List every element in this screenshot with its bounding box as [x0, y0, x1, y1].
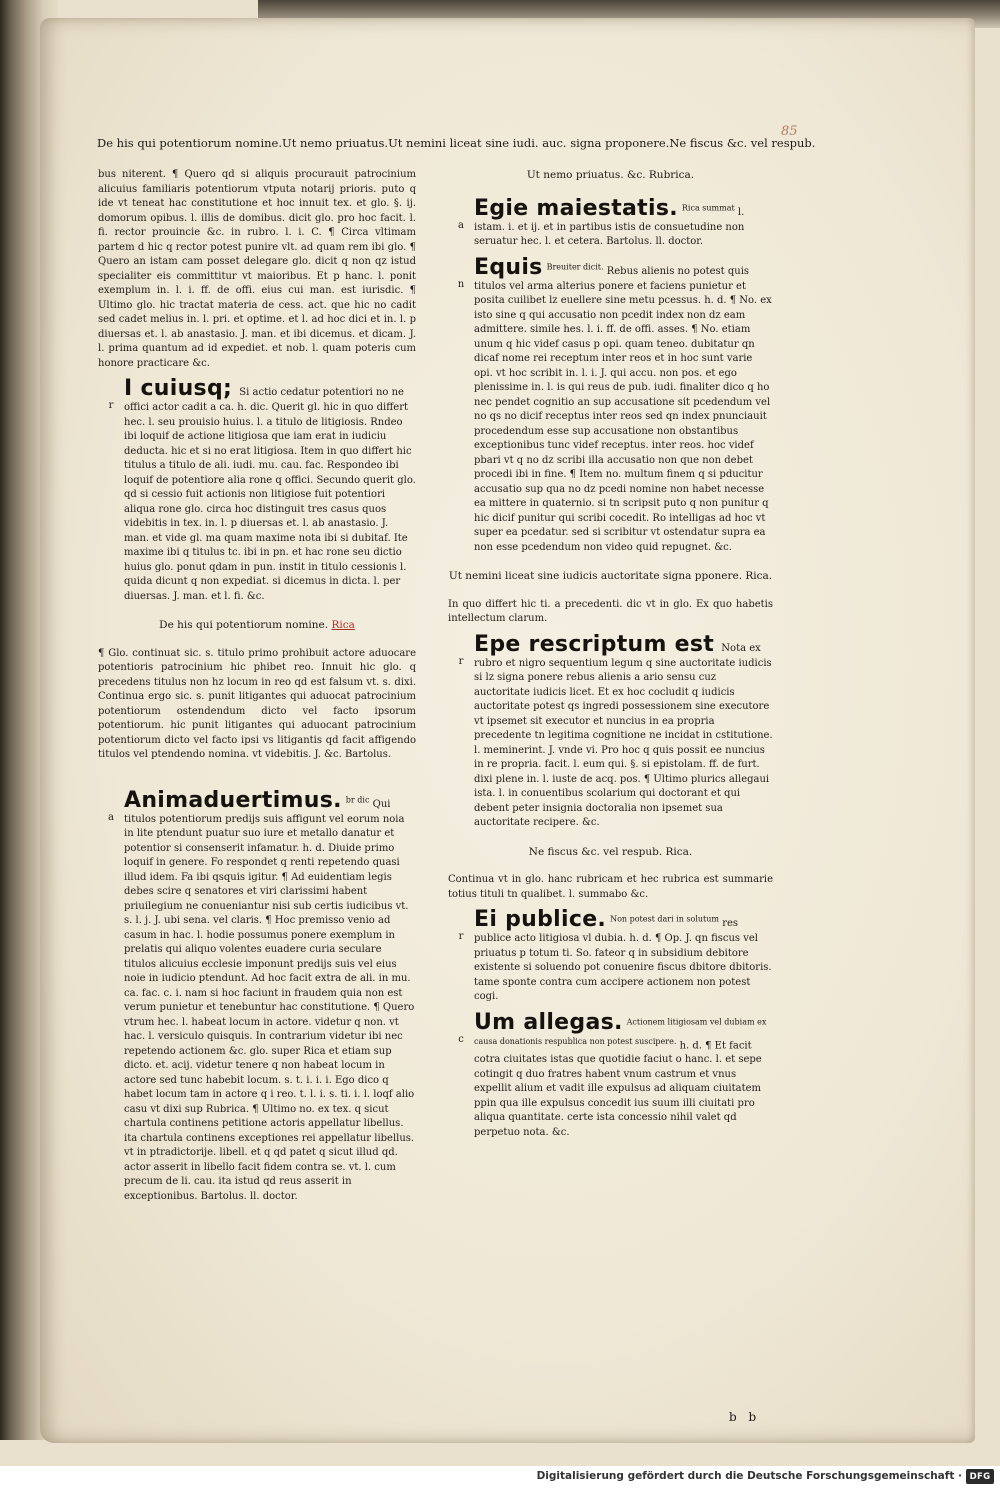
rubric-heading: Ut nemo priuatus. &c. Rubrica. — [526, 169, 695, 181]
gloss-text: Rebus alienis no potest quis titulos vel arma alterius ponere et faciens punietur et posita cuilibet lz euellere sine metu pcessus. h. d. ¶ No. ex isto sine q qui accusatio non pcedit index non dz eam admittere. simile hes. l. i. ff. de offi. asses. ¶ No. etiam unum q hic videf casus p opi. quam teneo. dubitatur qn dicaf nome rei receptum inter reos et in hoc sunt varie opi. vt hoc scribit in. l. i. J. qui accu. non pos. et ego plenissime in. l. is qui reus de pub. iudi. finaliter dico q ho nec pendet cognitio an sup accusatione sit pcedendum vel no qs no dicif receptus inter reos sed qn index pnunciauit procedendum esse sup accusatione non obstantibus exceptionibus tunc videf receptus. inter reos. hoc videf pbari vt q no dz scribi illa accusatio non que non debet procedi ibi in fine. ¶ Item no. multum finem q si pducitur accusatio sup qua no dz pcedi nomine non habet necesse ea mittere in quaternio. si tn scripsit puto q non punitur q hic dicif punitur qui scribi cocedit. Ro intelligas ad hoc vt super ea pcedatur. sed si scribitur vt ostendatur supra ea non esse pcedendum non video quid repugnet. &c. — [474, 265, 772, 553]
running-title-3: Ut nemini liceat sine iudi. auc. signa proponere. — [388, 136, 670, 150]
gloss-section-egie — [448, 197, 773, 250]
initial-heading: Egie maiestatis. — [474, 195, 678, 221]
rubric-heading: De his qui potentiorum nomine. Rica — [159, 619, 355, 631]
margin-letter: c — [458, 1033, 464, 1045]
running-title-4: Ne fiscus &c. vel respub. — [669, 136, 816, 150]
margin-letter: n — [457, 278, 465, 290]
initial-superscript: Actionem litigiosam vel dubiam ex causa donationis respublica non potest suscipere. — [474, 1017, 767, 1046]
left-paragraph-2: ¶ Glo. continuat sic. s. titulo primo prohibuit actore aduocare potentioris patrocinium hic phibet reo. Innuit hic glo. q precedens titulus non hz locum in reo qd est falsum vt. s. dixi. Continua ergo sic. s. punit litigantes qui aduocat patrocinium potentiorum ostendendum dicto vel facto ipsorum potentiorum. hic punit litigantes qui aduocant patrocinium potentiorum dicto vel facto ipsi vs litigantis qd facit affigendo titulos vel ptendendo nomina. vt videbitis. J. &c. Bartolus. — [98, 647, 416, 760]
initial-superscript: br dic — [345, 795, 370, 805]
dfg-logo-icon[interactable]: DFG — [966, 1469, 994, 1484]
margin-letter: r — [458, 931, 464, 942]
signature-mark: b b — [729, 1410, 761, 1424]
gloss-text: h. d. ¶ Et facit cotra ciuitates istas que quotidie faciut o hanc. l. et sepe cotingit q duo fratres habent vnum castrum et vnus expellit alium et vadit ille expulsus ad aliquam ciuitatem ppin qua ille expulsus concedit ius suum illi ciuitati pro aliqua quantitate. certe ista concessio nihil valet qd perpetuo nota. &c. — [474, 1039, 762, 1138]
left-paragraph-1: bus niterent. ¶ Quero qd si aliquis procurauit patrocinium alicuius familiaris potentiorum vtputa notarij prioris. puto q ide vt teneat hac constitutione et hoc innuit tex. et glo. §. ij. domorum opibus. l. illis de domibus. dicit glo. pro hoc facit. l. fi. rector prouincie &c. in rubro. l. i. C. ¶ Circa vltimam partem d hic q rector potest punire vlt. ad quam rem ibi glo. ¶ Quero an istam cam posset delegare glo. dicit q non qz istud specialiter eis committitur vt maioribus. Et p hanc. l. ponit exemplum in. l. i. ff. de offi. eius cui man. est iurisdic. ¶ Ultimo glo. hic tractat materia de cess. act. que hic no cadit sed cadet melius in. l. pri. et optime. et l. ad hoc dici et in. l. p diuersas et. l. ab anastasio. J. man. et ibi dicemus. et dicam. J. l. prima quantum ad id expediet. et nob. l. quam poteris cum honore practicare &c. — [98, 169, 416, 369]
running-header — [97, 136, 816, 156]
rubric-heading: Ne fiscus &c. vel respub. Rica. — [528, 845, 693, 858]
gloss-text: Si actio cedatur potentiori no ne offici actor cadit a ca. h. dic. Querit gl. hic in quo differt hec. l. seu prouisio huius. l. a titulo de litigiosis. Rndeo ibi loquif de actione litigiosa que iam erat in iudiciu deducta. hic et si no erat litigiosa. Item in quo differt hic titulus a titulo de ali. iudi. mu. cau. fac. Respondeo ibi loquif de potentiore alia rone q offici. Secundo querit glo. qd si cessio fuit actionis non litigiose fuit potentiori aliqua rone glo. circa hoc distinguit tres casus quos videbitis in tex. in. l. p diuersas et. l. ab anastasio. J. man. et vide gl. ma quam maxime nota ibi si dubitaf. Ite maxime ibi q titulus tc. ibi in pn. et hac rone seu dictio huius glo. ponut qdam in pun. instit in titulo cessionis l. quida dicunt q non expediat. si dicemus in dicta. l. per diuersas. J. man. et l. fi. &c. — [124, 387, 416, 602]
initial-heading: Um allegas. — [474, 1009, 623, 1035]
margin-letter: a — [108, 811, 114, 823]
initial-heading: Animaduertimus. — [124, 787, 342, 813]
gloss-text: Nota ex rubro et nigro sequentium legum q sine auctoritate iudicis si lz signa ponere rebus alienis a ario sensu cuz auctoritate iudicis licet. Et ex hoc cocludit q iudicis auctoritate potest qs ingredi possessionem sine executore vt ipsemet sit executor et nuncius in ea propria precedente tn legitima cognitione ne incidat in cstitutione. l. meminerint. J. vnde vi. Pro hoc q quis possit ee nuncius in re propria. facit. l. eum qui. §. si epistolam. ff. de furt. dixi plene in. l. iuste de acq. pos. ¶ Ultimo plurics allegaui ista. l. in conuentibus scolarium qui doctorant et qui debent peter insignia doctoralia non ipsemet sua auctoritate recipere. &c. — [474, 642, 773, 828]
digitization-footer — [0, 1466, 1000, 1488]
right-paragraph-mid: In quo differt hic ti. a precedenti. dic vt in glo. Ex quo habetis intellectum clarum. — [448, 598, 773, 624]
gloss-text: res publice acto litigiosa vl dubia. h. d. ¶ Op. J. qn fiscus vel priuatus p totum ti. So. fateor q in subsidium debitore existente si soluendo pot conuenire fiscus dbitore dbitoris. tame sponte contra cum accipere actionem non potest cogi. — [474, 918, 772, 1002]
gloss-section-equis — [448, 256, 773, 556]
gloss-section-epe — [448, 633, 773, 831]
margin-letter: r — [108, 400, 114, 411]
gloss-section-ei-publice — [448, 908, 773, 1005]
rubric-heading: Ut nemini liceat sine iudicis auctoritate signa pponere. Rica. — [448, 570, 773, 582]
margin-letter: r — [458, 655, 464, 667]
initial-superscript: Breuiter dicit. — [546, 262, 604, 272]
initial-heading: Ei publice. — [474, 907, 607, 932]
initial-superscript: Non potest dari in solutum — [610, 914, 720, 924]
gloss-text: l. istam. i. et ij. et in partibus istis de consuetudine non seruatur hec. l. et cetera. Bartolus. ll. doctor. — [474, 206, 745, 247]
gloss-text: Qui titulos potentiorum predijs suis affigunt vel eorum noia in lite ptendunt puatur suo iure et metallo danatur et potentior si consenserit infamatur. h. d. Diuide primo loquif in genere. Fo respondet q renti repetendo quasi illud idem. Fa ibi qsquis igitur. ¶ Ad euidentiam legis debes scire q senatores et viri clarissimi habent priuilegium ne conueniantur nisi sub certis iudicibus vt. s. l. j. J. ubi sena. vel claris. ¶ Hoc premisso venio ad casum in hac. l. hodie possumus ponere exemplum in prelatis qui aliquo volentes euadere curia seculare titulos alicuius ecclesie imponunt predijs suis vel eius noie in iudicio ptendunt. Ad hoc facit extra de ali. in mu. ca. fac. c. i. nam si hoc faciunt in fraudem quia non est verum punietur et tenebuntur hac constitutione. ¶ Quero vtrum hec. l. habeat locum in actore. videtur q non. vt hac. l. versiculo quisquis. In contrarium videtur ibi nec repetendo actionem &c. glo. super Rica et etiam sup dicto. et. acij. videtur tenere q non habeat locum in actore sed tunc habebit locum. s. t. i. i. i. Ego dico q habet locum tam in actore q i reo. t. l. i. s. ti. i. l. loqf alio casu vt dixi sup Rubrica. ¶ Ultimo no. ex tex. q sicut chartula continens petitione actoris appellatur libellus. ita chartula continens exceptiones rei appellatur libellus. vt in ptradictorije. libell. et q qd patet q sicut illud qd. actor asserit in libello facit fidem contra se. vt. l. cum precum de li. cau. ita istud qd reus asserit in exceptionibus. Bartolus. ll. doctor. — [124, 798, 415, 1202]
folio-pencil-note: 85 — [781, 124, 798, 139]
funding-credit: Digitalisierung gefördert durch die Deutsche Forschungsgemeinschaft · — [536, 1470, 962, 1482]
gloss-section-icuiusq — [98, 377, 416, 604]
margin-letter: a — [458, 219, 464, 231]
right-paragraph-low: Continua vt in glo. hanc rubricam et hec rubrica est summarie totius tituli tn qualibet. l. summabo &c. — [448, 874, 773, 900]
initial-heading: I cuiusq; — [124, 376, 233, 401]
running-title-1: De his qui potentiorum nomine. — [97, 136, 283, 150]
running-title-2: Ut nemo priuatus. — [282, 136, 389, 150]
initial-superscript: Rica summat — [681, 203, 735, 213]
right-column — [448, 168, 773, 1142]
rubric-red-mark: Rica — [331, 619, 355, 631]
left-column — [98, 168, 416, 1206]
initial-heading: Epe rescriptum est — [474, 631, 715, 657]
gloss-section-um-allegas — [448, 1011, 773, 1141]
initial-heading: Equis — [474, 254, 543, 280]
gloss-section-animaduertimus — [98, 789, 416, 1205]
